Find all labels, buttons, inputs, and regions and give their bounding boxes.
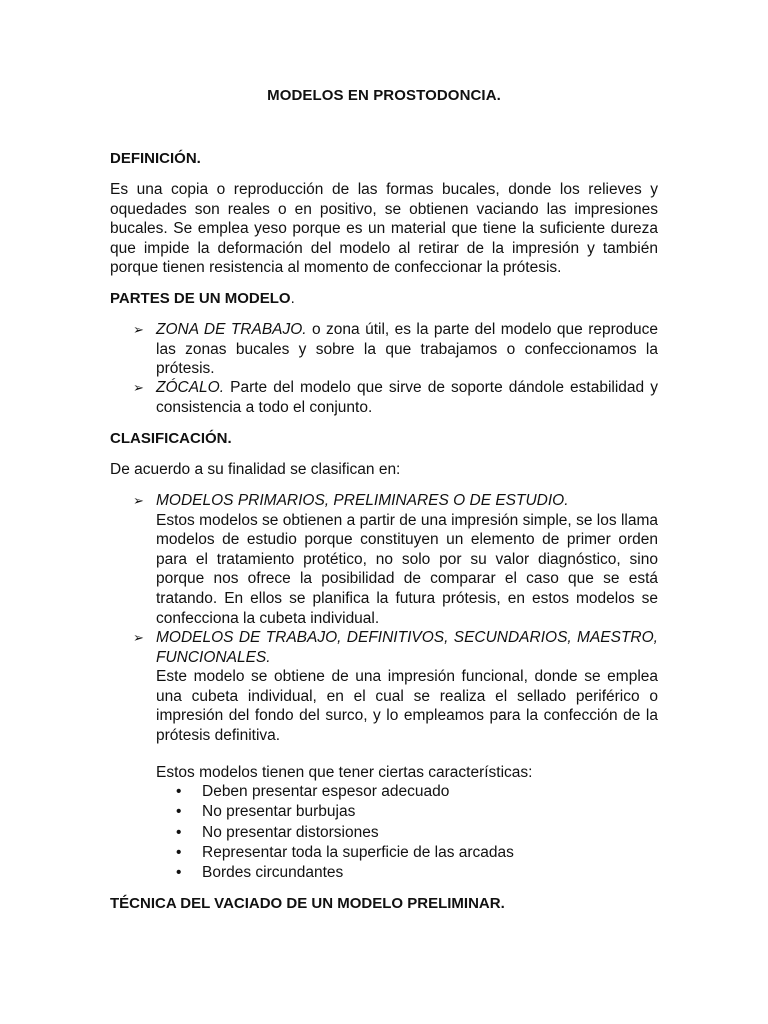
bullet-dot-icon: • [176,864,182,882]
list-item-line: consistencia a todo el conjunto. [156,398,373,416]
bullet-dot-icon: • [176,783,182,800]
page-title: MODELOS EN PROSTODONCIA. [267,87,501,104]
bullet-dot-icon: • [176,803,182,821]
caracteristicas-intro: Estos modelos tienen que tener ciertas características: [156,764,533,781]
partes-heading [110,289,295,309]
paragraph-line: que impide la deformación del modelo al retirar de la impresión y también [110,239,658,257]
term-description: o zona útil, es la parte del modelo que reproduce [306,321,658,338]
paragraph-line: porque tienen resistencia al momento de confeccionar la prótesis. [110,259,562,277]
arrow-bullet-icon: ➢ [133,630,144,645]
arrow-bullet-icon: ➢ [133,322,144,337]
arrow-bullet-icon: ➢ [133,380,144,395]
list-item-line: Estos modelos se obtienen a partir de una impresión simple, se los llama [156,511,658,529]
list-item-line: impresión del fondo del surco, y lo empleamos para la confección de la [156,707,658,725]
list-item-text [156,320,658,379]
list-item-text: Bordes circundantes [202,864,344,882]
paragraph-line: oquedades son reales o en positivo, se obtienen vaciando las impresiones [110,200,658,218]
list-item-line [156,320,658,340]
list-item-line: modelos de estudio porque constituyen un elemento de primer orden [156,531,658,549]
tecnica-heading: TÉCNICA DEL VACIADO DE UN MODELO PRELIMINAR. [110,895,505,912]
term-label: ZONA DE TRABAJO. [156,321,307,338]
list-item-line: prótesis. [156,360,215,378]
list-item-line: confecciona la cubeta individual. [156,609,380,627]
clasificacion-intro: De acuerdo a su finalidad se clasifican en: [110,461,401,478]
list-item-text: Deben presentar espesor adecuado [202,783,450,800]
list-item-text [156,628,658,746]
clasificacion-heading: CLASIFICACIÓN. [110,430,232,447]
list-item-line: prótesis definitiva. [156,726,281,744]
paragraph-line: Es una copia o reproducción de las formas bucales, donde los relieves y [110,181,658,198]
list-item-line: una cubeta individual, en el cual se realiza el sellado periférico o [156,687,658,705]
list-item-text [156,491,658,628]
list-item-line: las zonas bucales y sobre la que trabajamos o confeccionamos la [156,340,658,358]
term-label: ZÓCALO. [156,379,225,396]
list-item-text: No presentar distorsiones [202,823,379,841]
list-item-line [156,378,658,398]
bullet-dot-icon: • [176,823,182,841]
list-item-line: Este modelo se obtiene de una impresión funcional, donde se emplea [156,668,658,686]
partes-heading-tail: . [290,290,295,307]
list-item-text: No presentar burbujas [202,803,356,821]
term-label: FUNCIONALES. [156,648,271,666]
list-item-line: tratando. En ellos se planifica la futura prótesis, en estos modelos se [156,589,658,607]
arrow-bullet-icon: ➢ [133,493,144,508]
definicion-heading: DEFINICIÓN. [110,150,201,167]
term-description: Parte del modelo que sirve de soporte dándole estabilidad y [224,379,658,396]
term-label: MODELOS PRIMARIOS, PRELIMINARES O DE ESTUDIO. [156,492,569,509]
bullet-dot-icon: • [176,843,182,861]
list-item-text [156,378,658,417]
paragraph-line: bucales. Se emplea yeso porque es un material que tiene la suficiente dureza [110,220,658,238]
list-item-line: para el tratamiento protético, no solo por su valor diagnóstico, sino [156,550,658,568]
partes-heading-text: PARTES DE UN MODELO [110,290,291,307]
definicion-paragraph [110,180,658,278]
list-item-text: Representar toda la superficie de las arcadas [202,843,514,861]
list-item-line: porque nos ofrece la posibilidad de comparar el caso que se está [156,570,658,588]
term-label: MODELOS DE TRABAJO, DEFINITIVOS, SECUNDARIOS, MAESTRO, [156,629,658,646]
